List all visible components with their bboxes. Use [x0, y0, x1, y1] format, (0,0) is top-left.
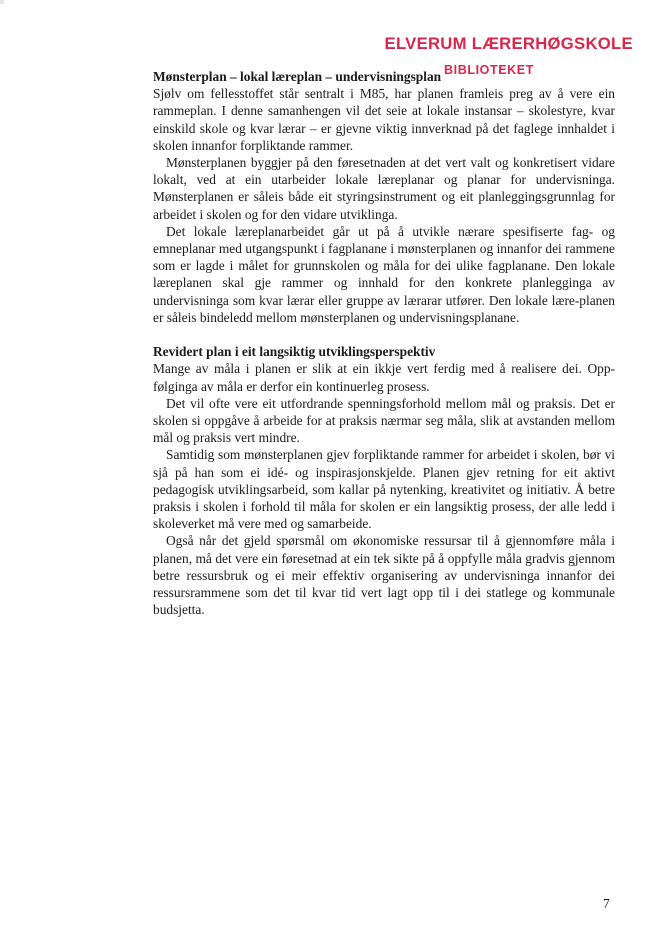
paragraph: Også når det gjeld spørsmål om økonomiske ressursar til å gjennomføre måla i planen, må det vere ein føresetnad at ein tek sikte på å oppfylle måla gradvis gjennom betre ressursbruk og ei meir effektiv organisering av undervisninga innanfor dei ressursrammene som det til kvar tid vert lagt opp til i dei statlege og kommunale budsjetta.: [153, 533, 615, 618]
scan-edge-mark: [0, 0, 4, 4]
section-heading-2: Revidert plan i eit langsiktig utviklingsperspektiv: [153, 344, 436, 360]
page-number: 7: [603, 896, 610, 911]
library-stamp-department: BIBLIOTEKET: [444, 63, 534, 77]
paragraph: Mønsterplanen byggjer på den føresetnaden at det vert valt og konkretisert vidare lokalt, ved at ein utarbeider lokale læreplanar og planar for undervisninga. Mønsterplanen er såleis både eit styringsinstrument og eit planleggingsgrunnlag for arbeidet i skolen og for den vidare utviklinga.: [153, 155, 615, 222]
paragraph: Mange av måla i planen er slik at ein ikkje vert ferdig med å realisere dei. Opp-følginga av måla er derfor ein kontinuerleg prosess.: [153, 361, 615, 394]
body-text: [153, 68, 615, 618]
section-heading-1: Mønsterplan – lokal læreplan – undervisningsplan: [153, 69, 442, 84]
section-spacer: [153, 326, 615, 343]
paragraph: Sjølv om fellesstoffet står sentralt i M85, har planen framleis preg av å vere ein rammeplan. I denne samanhengen vil det seie at lokale instansar – skolestyre, kvar einskild skole og kvar lærar – er gjevne viktig innverknad på det faglege innhaldet i skolen innanfor forpliktande rammer.: [153, 86, 615, 153]
paragraph: Det vil ofte vere eit utfordrande spenningsforhold mellom mål og praksis. Det er skolen si oppgåve å arbeide for at praksis nærmar seg måla, slik at avstanden mellom mål og praksis vert mindre.: [153, 395, 615, 446]
paragraph: Samtidig som mønsterplanen gjev forpliktande rammer for arbeidet i skolen, bør vi sjå på han som ei idé- og inspirasjonskjelde. Planen gjev retning for eit aktivt pedagogisk utviklingsarbeid, som kallar på nytenking, kreativitet og initiativ. Å betre praksis i skolen i forhold til måla for skolen er ein langsiktig prosess, der alle ledd i skoleverket må vere med og samarbeide.: [153, 447, 615, 532]
library-stamp-institution: ELVERUM LÆRERHØGSKOLE: [384, 34, 633, 53]
paragraph: Det lokale læreplanarbeidet går ut på å utvikle nærare spesifiserte fag- og emneplanar med utgangspunkt i fagplanane i mønsterplanen og innanfor dei rammene som er lagde i målet for grunnskolen og måla for dei ulike fagplanane. Den lokale læreplanen skal gje rammer og innhald for den konkrete planlegginga av undervisninga som kvar lærar eller gruppe av lærarar utfører. Den lokale lære-planen er såleis bindeledd mellom mønsterplanen og undervisningsplanane.: [153, 223, 615, 325]
